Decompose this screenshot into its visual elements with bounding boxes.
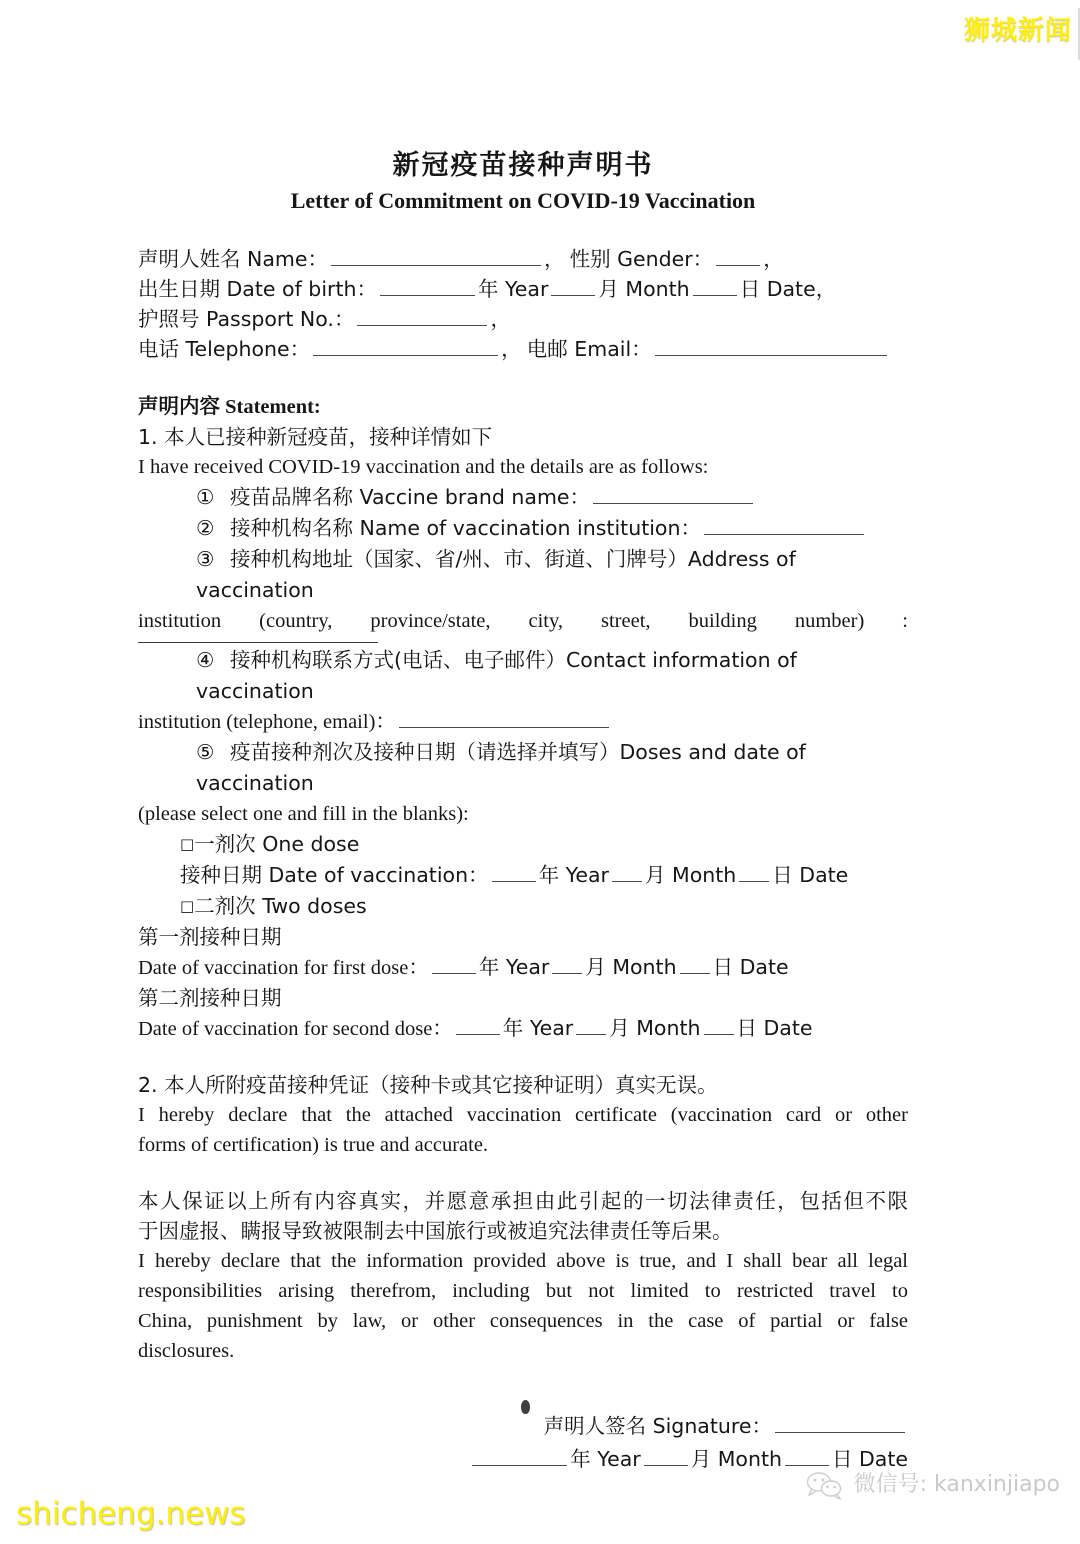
signature-row [138, 1410, 908, 1443]
telephone-separator: ， [501, 336, 522, 361]
sub-item-4-continuation: institution (telephone, email)： [138, 710, 396, 733]
sub-item-2-label: 接种机构名称 Name of vaccination institution： [230, 515, 701, 540]
second-dose-year-label: 年 Year [502, 1015, 574, 1040]
one-dose-date-blank[interactable] [739, 864, 769, 882]
statement-sub-item-1 [138, 482, 908, 513]
one-dose-date-unit-label: 日 Date [772, 862, 849, 887]
option-two-doses[interactable] [138, 891, 908, 922]
passport-separator: ， [490, 306, 511, 331]
first-dose-date-unit-label: 日 Date [712, 954, 789, 979]
sub-item-2-marker: ② [196, 515, 215, 540]
first-dose-date-label: Date of vaccination for first dose： [138, 956, 429, 979]
sub-item-5-marker: ⑤ [196, 739, 215, 764]
first-dose-month-blank[interactable] [552, 956, 582, 974]
second-dose-year-blank[interactable] [456, 1017, 500, 1035]
one-dose-month-label: 月 Month [644, 862, 737, 887]
institution-contact-blank[interactable] [399, 710, 609, 728]
signature-block [138, 1410, 908, 1476]
dob-year-blank[interactable] [380, 278, 475, 296]
name-label: 声明人姓名 Name： [138, 246, 328, 271]
sub-item-3-continuation: institution (country, province/state, city, street, building number) : [138, 609, 908, 632]
second-dose-date-blank[interactable] [704, 1017, 734, 1035]
statement-sub-item-2 [138, 513, 908, 544]
statement-heading-english: Statement: [225, 395, 321, 418]
statement-item2-english-line1: I hereby declare that the attached vaccination certificate (vaccination card or other [138, 1103, 908, 1126]
name-input-blank[interactable] [331, 248, 541, 266]
site-watermark-bottom-left: shicheng.news [16, 1496, 246, 1532]
statement-item1-english: I have received COVID-19 vaccination and the details are as follows: [138, 455, 709, 478]
closing-chinese-line2: 于因虚报、瞒报导致被限制去中国旅行或被追究法律责任等后果。 [138, 1218, 733, 1243]
signature-label: 声明人签名 Signature： [543, 1413, 772, 1438]
first-dose-year-label: 年 Year [478, 954, 550, 979]
name-separator: ， [544, 246, 565, 271]
option-one-dose[interactable] [138, 829, 908, 860]
closing-english-line1: I hereby declare that the information provided above is true, and I shall bear all legal [138, 1249, 908, 1272]
sub-item-4-label: 接种机构联系方式(电话、电子邮件）Contact information of vaccination [196, 647, 797, 703]
dob-year-label: 年 Year [477, 276, 549, 301]
signature-date-unit-label: 日 Date [831, 1446, 908, 1471]
wechat-account-label: 微信号: kanxinjiapo [853, 1472, 1060, 1497]
closing-english-line3: China, punishment by law, or other consequences in the case of partial or false [138, 1309, 908, 1332]
one-dose-checkbox-icon[interactable]: □ [180, 834, 195, 853]
sub-item-1-label: 疫苗品牌名称 Vaccine brand name： [230, 484, 591, 509]
telephone-input-blank[interactable] [313, 338, 498, 356]
page-title-chinese: 新冠疫苗接种声明书 [392, 150, 654, 181]
sub-item-5-continuation: (please select one and fill in the blanks): [138, 802, 469, 825]
page-title-english: Letter of Commitment on COVID-19 Vaccination [290, 188, 756, 214]
second-dose-month-blank[interactable] [576, 1017, 606, 1035]
first-dose-year-blank[interactable] [432, 956, 476, 974]
statement-item1-chinese: 1. 本人已接种新冠疫苗，接种详情如下 [138, 424, 493, 449]
dob-date-label: 日 Date， [739, 276, 837, 301]
closing-english-line2: responsibilities arising therefrom, including but not limited to restricted travel to [138, 1279, 908, 1302]
dob-month-label: 月 Month [598, 276, 690, 301]
closing-english-line4: disclosures. [138, 1339, 235, 1362]
one-dose-month-blank[interactable] [612, 864, 642, 882]
passport-input-blank[interactable] [357, 308, 487, 326]
passport-label: 护照号 Passport No.： [138, 306, 355, 331]
second-dose-date-unit-label: 日 Date [736, 1015, 813, 1040]
two-doses-checkbox-icon[interactable]: □ [180, 896, 195, 915]
first-dose-date-row [138, 952, 908, 983]
second-dose-date-label: Date of vaccination for second dose： [138, 1017, 453, 1040]
two-doses-label: 二剂次 Two doses [194, 893, 367, 918]
statement-heading-chinese: 声明内容 [138, 393, 220, 418]
statement-sub-item-3 [138, 544, 908, 643]
signature-blank[interactable] [775, 1415, 905, 1433]
sub-item-3-marker: ③ [196, 546, 215, 571]
first-dose-month-label: 月 Month [585, 954, 677, 979]
site-badge-top-right: 狮城新闻 [963, 16, 1072, 46]
one-dose-year-blank[interactable] [492, 864, 536, 882]
first-dose-date-label-chinese: 第一剂接种日期 [138, 924, 282, 949]
signature-year-blank[interactable] [472, 1448, 567, 1466]
institution-address-blank[interactable] [138, 642, 378, 643]
email-label: 电邮 Email： [526, 336, 652, 361]
one-dose-label: 一剂次 One dose [194, 831, 360, 856]
statement-heading [138, 391, 908, 422]
second-dose-date-row [138, 1013, 908, 1044]
sub-item-1-marker: ① [196, 484, 215, 509]
document-page [138, 150, 908, 1476]
gender-input-blank[interactable] [716, 248, 760, 266]
statement-item2-chinese: 2. 本人所附疫苗接种凭证（接种卡或其它接种证明）真实无误。 [138, 1072, 718, 1097]
sub-item-5-label: 疫苗接种剂次及接种日期（请选择并填写）Doses and date of vaccination [196, 739, 806, 795]
sub-item-3-label: 接种机构地址（国家、省/州、市、街道、门牌号）Address of vaccination [196, 546, 796, 602]
field-row-date-of-birth [138, 275, 908, 305]
institution-name-blank[interactable] [704, 517, 864, 535]
statement-sub-item-5 [138, 737, 908, 829]
statement-sub-item-4 [138, 645, 908, 737]
closing-chinese-line1: 本人保证以上所有内容真实，并愿意承担由此引起的一切法律责任，包括但不限 [138, 1188, 908, 1213]
one-dose-date-row [138, 860, 908, 891]
second-dose-month-label: 月 Month [609, 1015, 701, 1040]
gender-label: 性别 Gender： [569, 246, 714, 271]
field-row-telephone-email [138, 335, 908, 365]
vaccine-brand-blank[interactable] [593, 486, 753, 504]
sub-item-4-marker: ④ [196, 647, 215, 672]
signature-date-blank[interactable] [785, 1448, 829, 1466]
signature-month-label: 月 Month [690, 1446, 782, 1471]
field-row-name-gender [138, 245, 908, 275]
email-input-blank[interactable] [655, 338, 887, 356]
signature-month-blank[interactable] [644, 1448, 688, 1466]
statement-item2-english-line2: forms of certification) is true and accurate. [138, 1133, 489, 1156]
dob-date-blank[interactable] [693, 278, 737, 296]
field-row-passport [138, 305, 908, 335]
dob-label: 出生日期 Date of birth： [138, 276, 377, 301]
second-dose-date-label-chinese: 第二剂接种日期 [138, 985, 282, 1010]
dob-month-blank[interactable] [551, 278, 595, 296]
one-dose-year-label: 年 Year [538, 862, 609, 887]
signature-date-row [138, 1443, 908, 1476]
first-dose-date-blank[interactable] [680, 956, 710, 974]
telephone-label: 电话 Telephone： [138, 336, 311, 361]
gender-separator: ， [763, 246, 784, 271]
signature-year-label: 年 Year [570, 1446, 641, 1471]
one-dose-date-label: 接种日期 Date of vaccination： [180, 862, 489, 887]
